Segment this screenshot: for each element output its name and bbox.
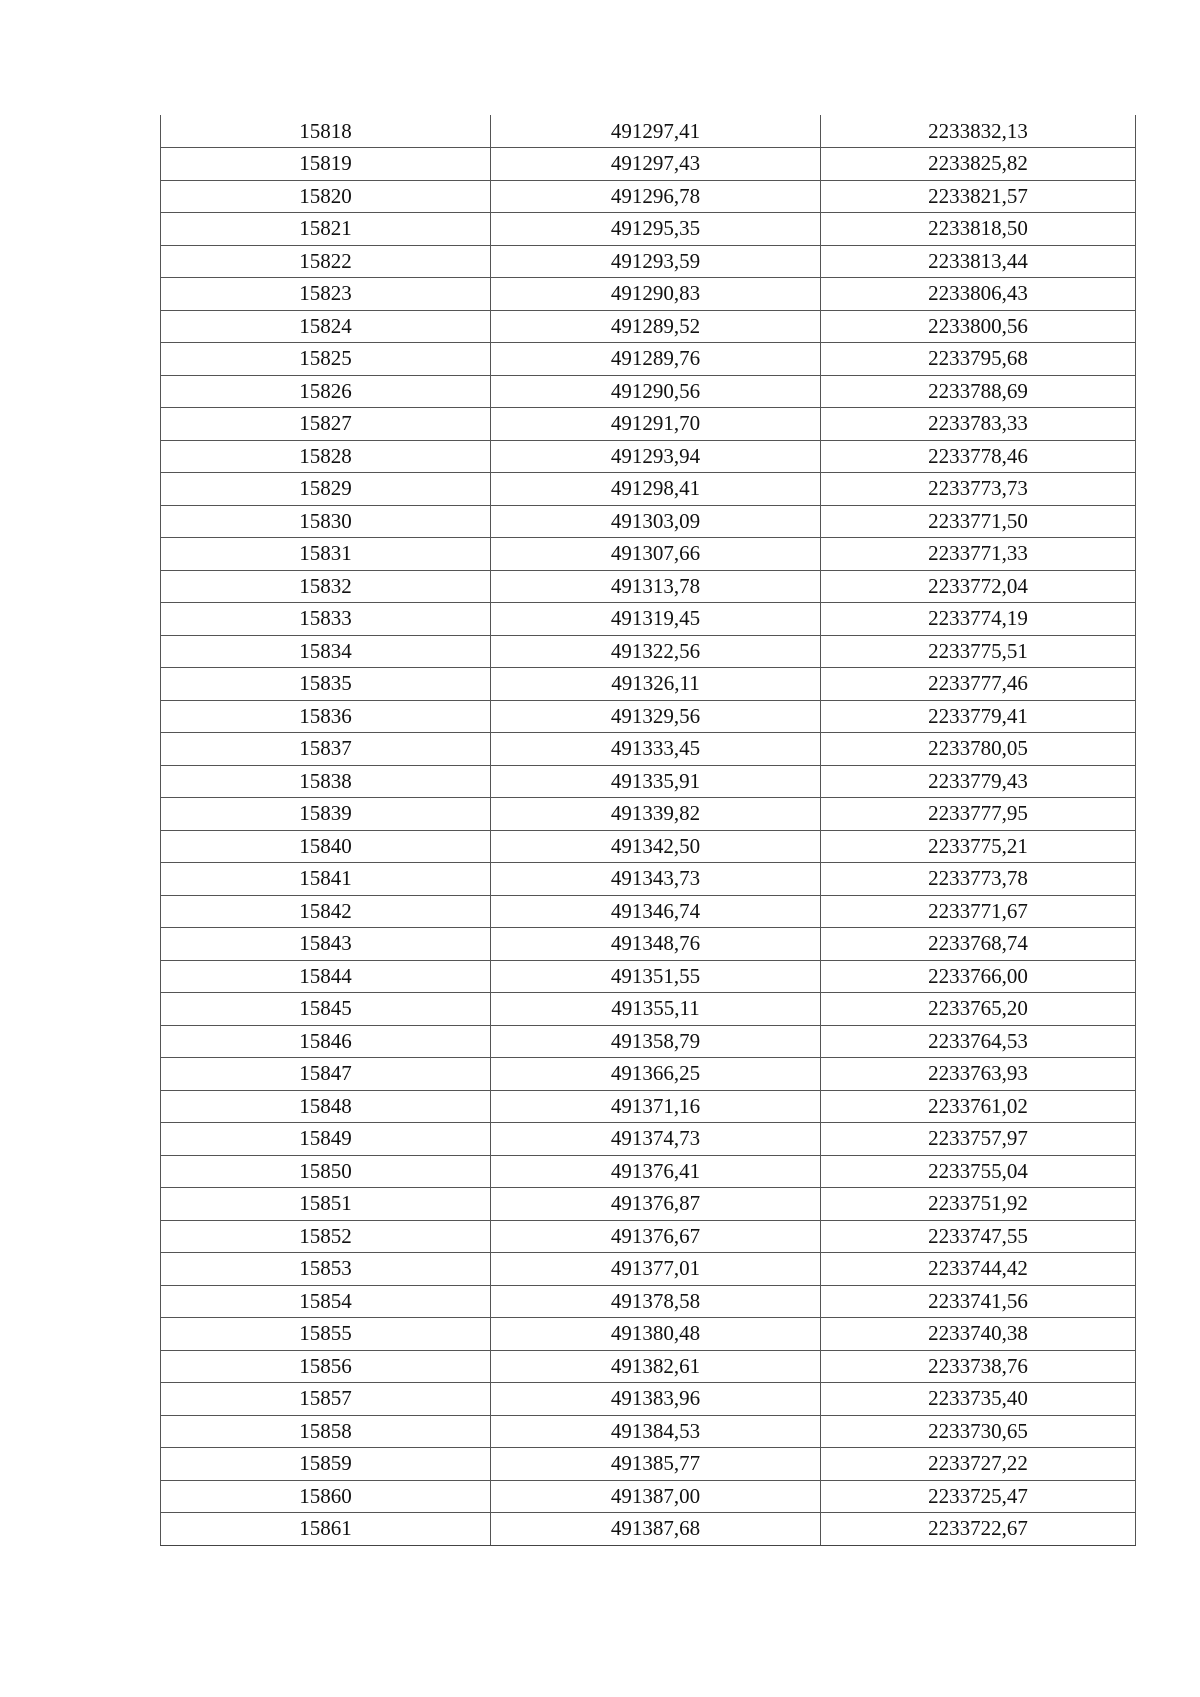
point-number-cell: 15848 xyxy=(161,1090,491,1123)
y-coordinate-cell: 2233813,44 xyxy=(821,245,1136,278)
x-coordinate-cell: 491291,70 xyxy=(491,408,821,441)
table-row xyxy=(161,830,1136,863)
x-coordinate-cell: 491289,76 xyxy=(491,343,821,376)
x-coordinate-cell: 491290,56 xyxy=(491,375,821,408)
y-coordinate-cell: 2233783,33 xyxy=(821,408,1136,441)
point-number-cell: 15822 xyxy=(161,245,491,278)
point-number-cell: 15828 xyxy=(161,440,491,473)
table-row xyxy=(161,895,1136,928)
x-coordinate-cell: 491329,56 xyxy=(491,700,821,733)
point-number-cell: 15854 xyxy=(161,1285,491,1318)
point-number-cell: 15834 xyxy=(161,635,491,668)
coordinates-table-body xyxy=(161,115,1136,1545)
y-coordinate-cell: 2233744,42 xyxy=(821,1253,1136,1286)
y-coordinate-cell: 2233818,50 xyxy=(821,213,1136,246)
point-number-cell: 15836 xyxy=(161,700,491,733)
y-coordinate-cell: 2233771,50 xyxy=(821,505,1136,538)
table-row xyxy=(161,310,1136,343)
table-row xyxy=(161,1253,1136,1286)
y-coordinate-cell: 2233775,21 xyxy=(821,830,1136,863)
point-number-cell: 15837 xyxy=(161,733,491,766)
y-coordinate-cell: 2233730,65 xyxy=(821,1415,1136,1448)
x-coordinate-cell: 491295,35 xyxy=(491,213,821,246)
x-coordinate-cell: 491387,68 xyxy=(491,1513,821,1546)
y-coordinate-cell: 2233772,04 xyxy=(821,570,1136,603)
point-number-cell: 15818 xyxy=(161,115,491,148)
x-coordinate-cell: 491377,01 xyxy=(491,1253,821,1286)
y-coordinate-cell: 2233768,74 xyxy=(821,928,1136,961)
y-coordinate-cell: 2233761,02 xyxy=(821,1090,1136,1123)
x-coordinate-cell: 491326,11 xyxy=(491,668,821,701)
x-coordinate-cell: 491298,41 xyxy=(491,473,821,506)
x-coordinate-cell: 491319,45 xyxy=(491,603,821,636)
y-coordinate-cell: 2233779,41 xyxy=(821,700,1136,733)
point-number-cell: 15826 xyxy=(161,375,491,408)
y-coordinate-cell: 2233747,55 xyxy=(821,1220,1136,1253)
x-coordinate-cell: 491335,91 xyxy=(491,765,821,798)
x-coordinate-cell: 491293,59 xyxy=(491,245,821,278)
table-row xyxy=(161,1155,1136,1188)
x-coordinate-cell: 491371,16 xyxy=(491,1090,821,1123)
x-coordinate-cell: 491297,41 xyxy=(491,115,821,148)
x-coordinate-cell: 491293,94 xyxy=(491,440,821,473)
table-row xyxy=(161,668,1136,701)
point-number-cell: 15842 xyxy=(161,895,491,928)
y-coordinate-cell: 2233765,20 xyxy=(821,993,1136,1026)
table-row xyxy=(161,863,1136,896)
coordinates-table xyxy=(160,115,1136,1546)
table-row xyxy=(161,505,1136,538)
y-coordinate-cell: 2233777,46 xyxy=(821,668,1136,701)
x-coordinate-cell: 491382,61 xyxy=(491,1350,821,1383)
y-coordinate-cell: 2233757,97 xyxy=(821,1123,1136,1156)
x-coordinate-cell: 491290,83 xyxy=(491,278,821,311)
point-number-cell: 15860 xyxy=(161,1480,491,1513)
y-coordinate-cell: 2233780,05 xyxy=(821,733,1136,766)
x-coordinate-cell: 491385,77 xyxy=(491,1448,821,1481)
point-number-cell: 15858 xyxy=(161,1415,491,1448)
table-row xyxy=(161,213,1136,246)
point-number-cell: 15857 xyxy=(161,1383,491,1416)
x-coordinate-cell: 491322,56 xyxy=(491,635,821,668)
x-coordinate-cell: 491297,43 xyxy=(491,148,821,181)
point-number-cell: 15846 xyxy=(161,1025,491,1058)
x-coordinate-cell: 491339,82 xyxy=(491,798,821,831)
point-number-cell: 15843 xyxy=(161,928,491,961)
table-row xyxy=(161,1188,1136,1221)
y-coordinate-cell: 2233795,68 xyxy=(821,343,1136,376)
table-row xyxy=(161,798,1136,831)
table-row xyxy=(161,1220,1136,1253)
table-row xyxy=(161,538,1136,571)
table-row xyxy=(161,473,1136,506)
point-number-cell: 15839 xyxy=(161,798,491,831)
point-number-cell: 15832 xyxy=(161,570,491,603)
y-coordinate-cell: 2233771,33 xyxy=(821,538,1136,571)
y-coordinate-cell: 2233821,57 xyxy=(821,180,1136,213)
y-coordinate-cell: 2233788,69 xyxy=(821,375,1136,408)
point-number-cell: 15824 xyxy=(161,310,491,343)
table-row xyxy=(161,603,1136,636)
table-row xyxy=(161,278,1136,311)
x-coordinate-cell: 491387,00 xyxy=(491,1480,821,1513)
y-coordinate-cell: 2233740,38 xyxy=(821,1318,1136,1351)
table-row xyxy=(161,1058,1136,1091)
y-coordinate-cell: 2233773,78 xyxy=(821,863,1136,896)
point-number-cell: 15829 xyxy=(161,473,491,506)
y-coordinate-cell: 2233775,51 xyxy=(821,635,1136,668)
x-coordinate-cell: 491343,73 xyxy=(491,863,821,896)
point-number-cell: 15831 xyxy=(161,538,491,571)
x-coordinate-cell: 491307,66 xyxy=(491,538,821,571)
point-number-cell: 15823 xyxy=(161,278,491,311)
y-coordinate-cell: 2233766,00 xyxy=(821,960,1136,993)
table-row xyxy=(161,570,1136,603)
x-coordinate-cell: 491342,50 xyxy=(491,830,821,863)
x-coordinate-cell: 491346,74 xyxy=(491,895,821,928)
table-row xyxy=(161,635,1136,668)
table-row xyxy=(161,960,1136,993)
x-coordinate-cell: 491384,53 xyxy=(491,1415,821,1448)
y-coordinate-cell: 2233771,67 xyxy=(821,895,1136,928)
point-number-cell: 15841 xyxy=(161,863,491,896)
point-number-cell: 15825 xyxy=(161,343,491,376)
point-number-cell: 15840 xyxy=(161,830,491,863)
table-row xyxy=(161,1090,1136,1123)
y-coordinate-cell: 2233738,76 xyxy=(821,1350,1136,1383)
y-coordinate-cell: 2233778,46 xyxy=(821,440,1136,473)
table-row xyxy=(161,440,1136,473)
point-number-cell: 15853 xyxy=(161,1253,491,1286)
y-coordinate-cell: 2233800,56 xyxy=(821,310,1136,343)
y-coordinate-cell: 2233727,22 xyxy=(821,1448,1136,1481)
x-coordinate-cell: 491313,78 xyxy=(491,570,821,603)
point-number-cell: 15835 xyxy=(161,668,491,701)
y-coordinate-cell: 2233755,04 xyxy=(821,1155,1136,1188)
point-number-cell: 15855 xyxy=(161,1318,491,1351)
table-row xyxy=(161,245,1136,278)
table-row xyxy=(161,408,1136,441)
table-row xyxy=(161,993,1136,1026)
point-number-cell: 15819 xyxy=(161,148,491,181)
y-coordinate-cell: 2233806,43 xyxy=(821,278,1136,311)
point-number-cell: 15850 xyxy=(161,1155,491,1188)
point-number-cell: 15852 xyxy=(161,1220,491,1253)
point-number-cell: 15830 xyxy=(161,505,491,538)
y-coordinate-cell: 2233779,43 xyxy=(821,765,1136,798)
table-row xyxy=(161,1285,1136,1318)
y-coordinate-cell: 2233741,56 xyxy=(821,1285,1136,1318)
x-coordinate-cell: 491355,11 xyxy=(491,993,821,1026)
table-row xyxy=(161,1025,1136,1058)
point-number-cell: 15845 xyxy=(161,993,491,1026)
y-coordinate-cell: 2233751,92 xyxy=(821,1188,1136,1221)
table-row xyxy=(161,1318,1136,1351)
table-row xyxy=(161,733,1136,766)
table-row xyxy=(161,148,1136,181)
x-coordinate-cell: 491303,09 xyxy=(491,505,821,538)
table-row xyxy=(161,1415,1136,1448)
table-row xyxy=(161,1480,1136,1513)
x-coordinate-cell: 491358,79 xyxy=(491,1025,821,1058)
x-coordinate-cell: 491380,48 xyxy=(491,1318,821,1351)
x-coordinate-cell: 491351,55 xyxy=(491,960,821,993)
x-coordinate-cell: 491376,87 xyxy=(491,1188,821,1221)
y-coordinate-cell: 2233774,19 xyxy=(821,603,1136,636)
x-coordinate-cell: 491376,41 xyxy=(491,1155,821,1188)
table-row xyxy=(161,1513,1136,1546)
point-number-cell: 15844 xyxy=(161,960,491,993)
table-row xyxy=(161,700,1136,733)
point-number-cell: 15849 xyxy=(161,1123,491,1156)
point-number-cell: 15851 xyxy=(161,1188,491,1221)
table-row xyxy=(161,1350,1136,1383)
x-coordinate-cell: 491374,73 xyxy=(491,1123,821,1156)
point-number-cell: 15833 xyxy=(161,603,491,636)
table-row xyxy=(161,928,1136,961)
y-coordinate-cell: 2233825,82 xyxy=(821,148,1136,181)
y-coordinate-cell: 2233725,47 xyxy=(821,1480,1136,1513)
table-row xyxy=(161,1448,1136,1481)
table-row xyxy=(161,375,1136,408)
table-row xyxy=(161,1123,1136,1156)
point-number-cell: 15859 xyxy=(161,1448,491,1481)
point-number-cell: 15827 xyxy=(161,408,491,441)
y-coordinate-cell: 2233735,40 xyxy=(821,1383,1136,1416)
x-coordinate-cell: 491366,25 xyxy=(491,1058,821,1091)
point-number-cell: 15847 xyxy=(161,1058,491,1091)
x-coordinate-cell: 491383,96 xyxy=(491,1383,821,1416)
x-coordinate-cell: 491348,76 xyxy=(491,928,821,961)
y-coordinate-cell: 2233722,67 xyxy=(821,1513,1136,1546)
point-number-cell: 15820 xyxy=(161,180,491,213)
x-coordinate-cell: 491376,67 xyxy=(491,1220,821,1253)
x-coordinate-cell: 491333,45 xyxy=(491,733,821,766)
y-coordinate-cell: 2233764,53 xyxy=(821,1025,1136,1058)
y-coordinate-cell: 2233773,73 xyxy=(821,473,1136,506)
table-row xyxy=(161,180,1136,213)
point-number-cell: 15821 xyxy=(161,213,491,246)
table-row xyxy=(161,1383,1136,1416)
point-number-cell: 15856 xyxy=(161,1350,491,1383)
table-row xyxy=(161,765,1136,798)
point-number-cell: 15838 xyxy=(161,765,491,798)
y-coordinate-cell: 2233777,95 xyxy=(821,798,1136,831)
point-number-cell: 15861 xyxy=(161,1513,491,1546)
table-row xyxy=(161,343,1136,376)
x-coordinate-cell: 491378,58 xyxy=(491,1285,821,1318)
x-coordinate-cell: 491296,78 xyxy=(491,180,821,213)
y-coordinate-cell: 2233763,93 xyxy=(821,1058,1136,1091)
table-row xyxy=(161,115,1136,148)
y-coordinate-cell: 2233832,13 xyxy=(821,115,1136,148)
x-coordinate-cell: 491289,52 xyxy=(491,310,821,343)
